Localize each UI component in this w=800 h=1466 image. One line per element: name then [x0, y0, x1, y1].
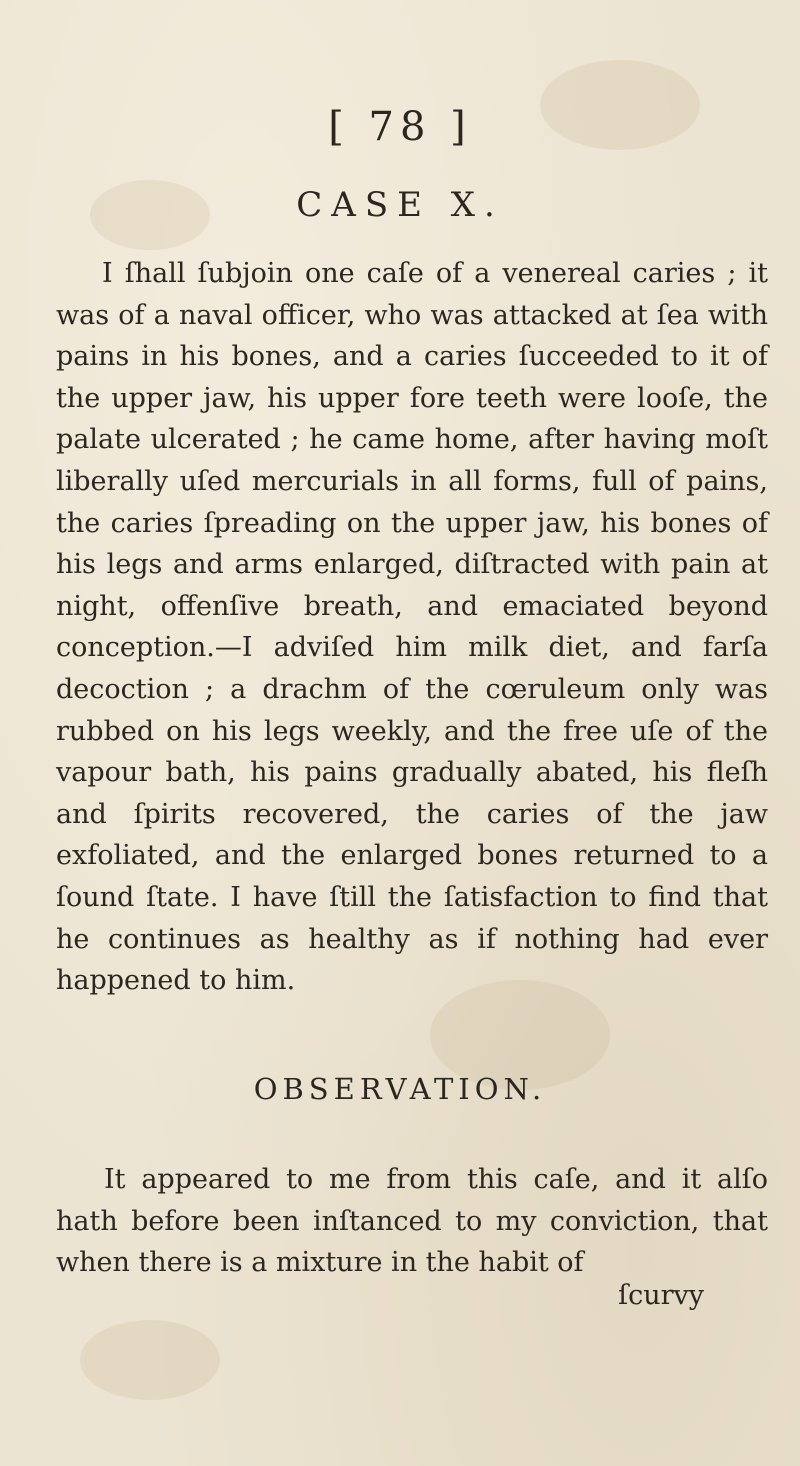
observation-paragraph: It appeared to me from this caſe, and it alſo hath before been inſtanced to my conviction, that when there is a mixture in the habit of — [56, 1164, 768, 1279]
catchword: ſcurvy — [618, 1280, 704, 1311]
case-heading: CASE X. — [296, 185, 504, 225]
paper-stain — [80, 1320, 220, 1400]
observation-heading: OBSERVATION. — [253, 1072, 547, 1106]
page-number: [ 78 ] — [328, 104, 472, 150]
case-paragraph: I ſhall ſubjoin one caſe of a venereal caries ; it was of a naval officer, who was attacked at ſea with pains in his bones, and a caries ſucceeded to it of the upper jaw, his upper fore teeth were looſe, the palate ulcerated ; he came home, after having moſt liberally uſed mercurials in all forms, full of pains, the caries ſpreading on the upper jaw, his bones of his legs and arms enlarged, diſtracted with pain at night, offenſive breath, and emaciated beyond conception.—I adviſed him milk diet, and farſa decoction ; a drachm of the cœruleum only was rubbed on his legs weekly, and the free uſe of the vapour bath, his pains gradually abated, his fleſh and ſpirits recovered, the caries of the jaw exfoliated, and the enlarged bones returned to a ſound ſtate. I have ſtill the ſatisfaction to find that he continues as healthy as if nothing had ever happened to him. — [56, 258, 768, 997]
